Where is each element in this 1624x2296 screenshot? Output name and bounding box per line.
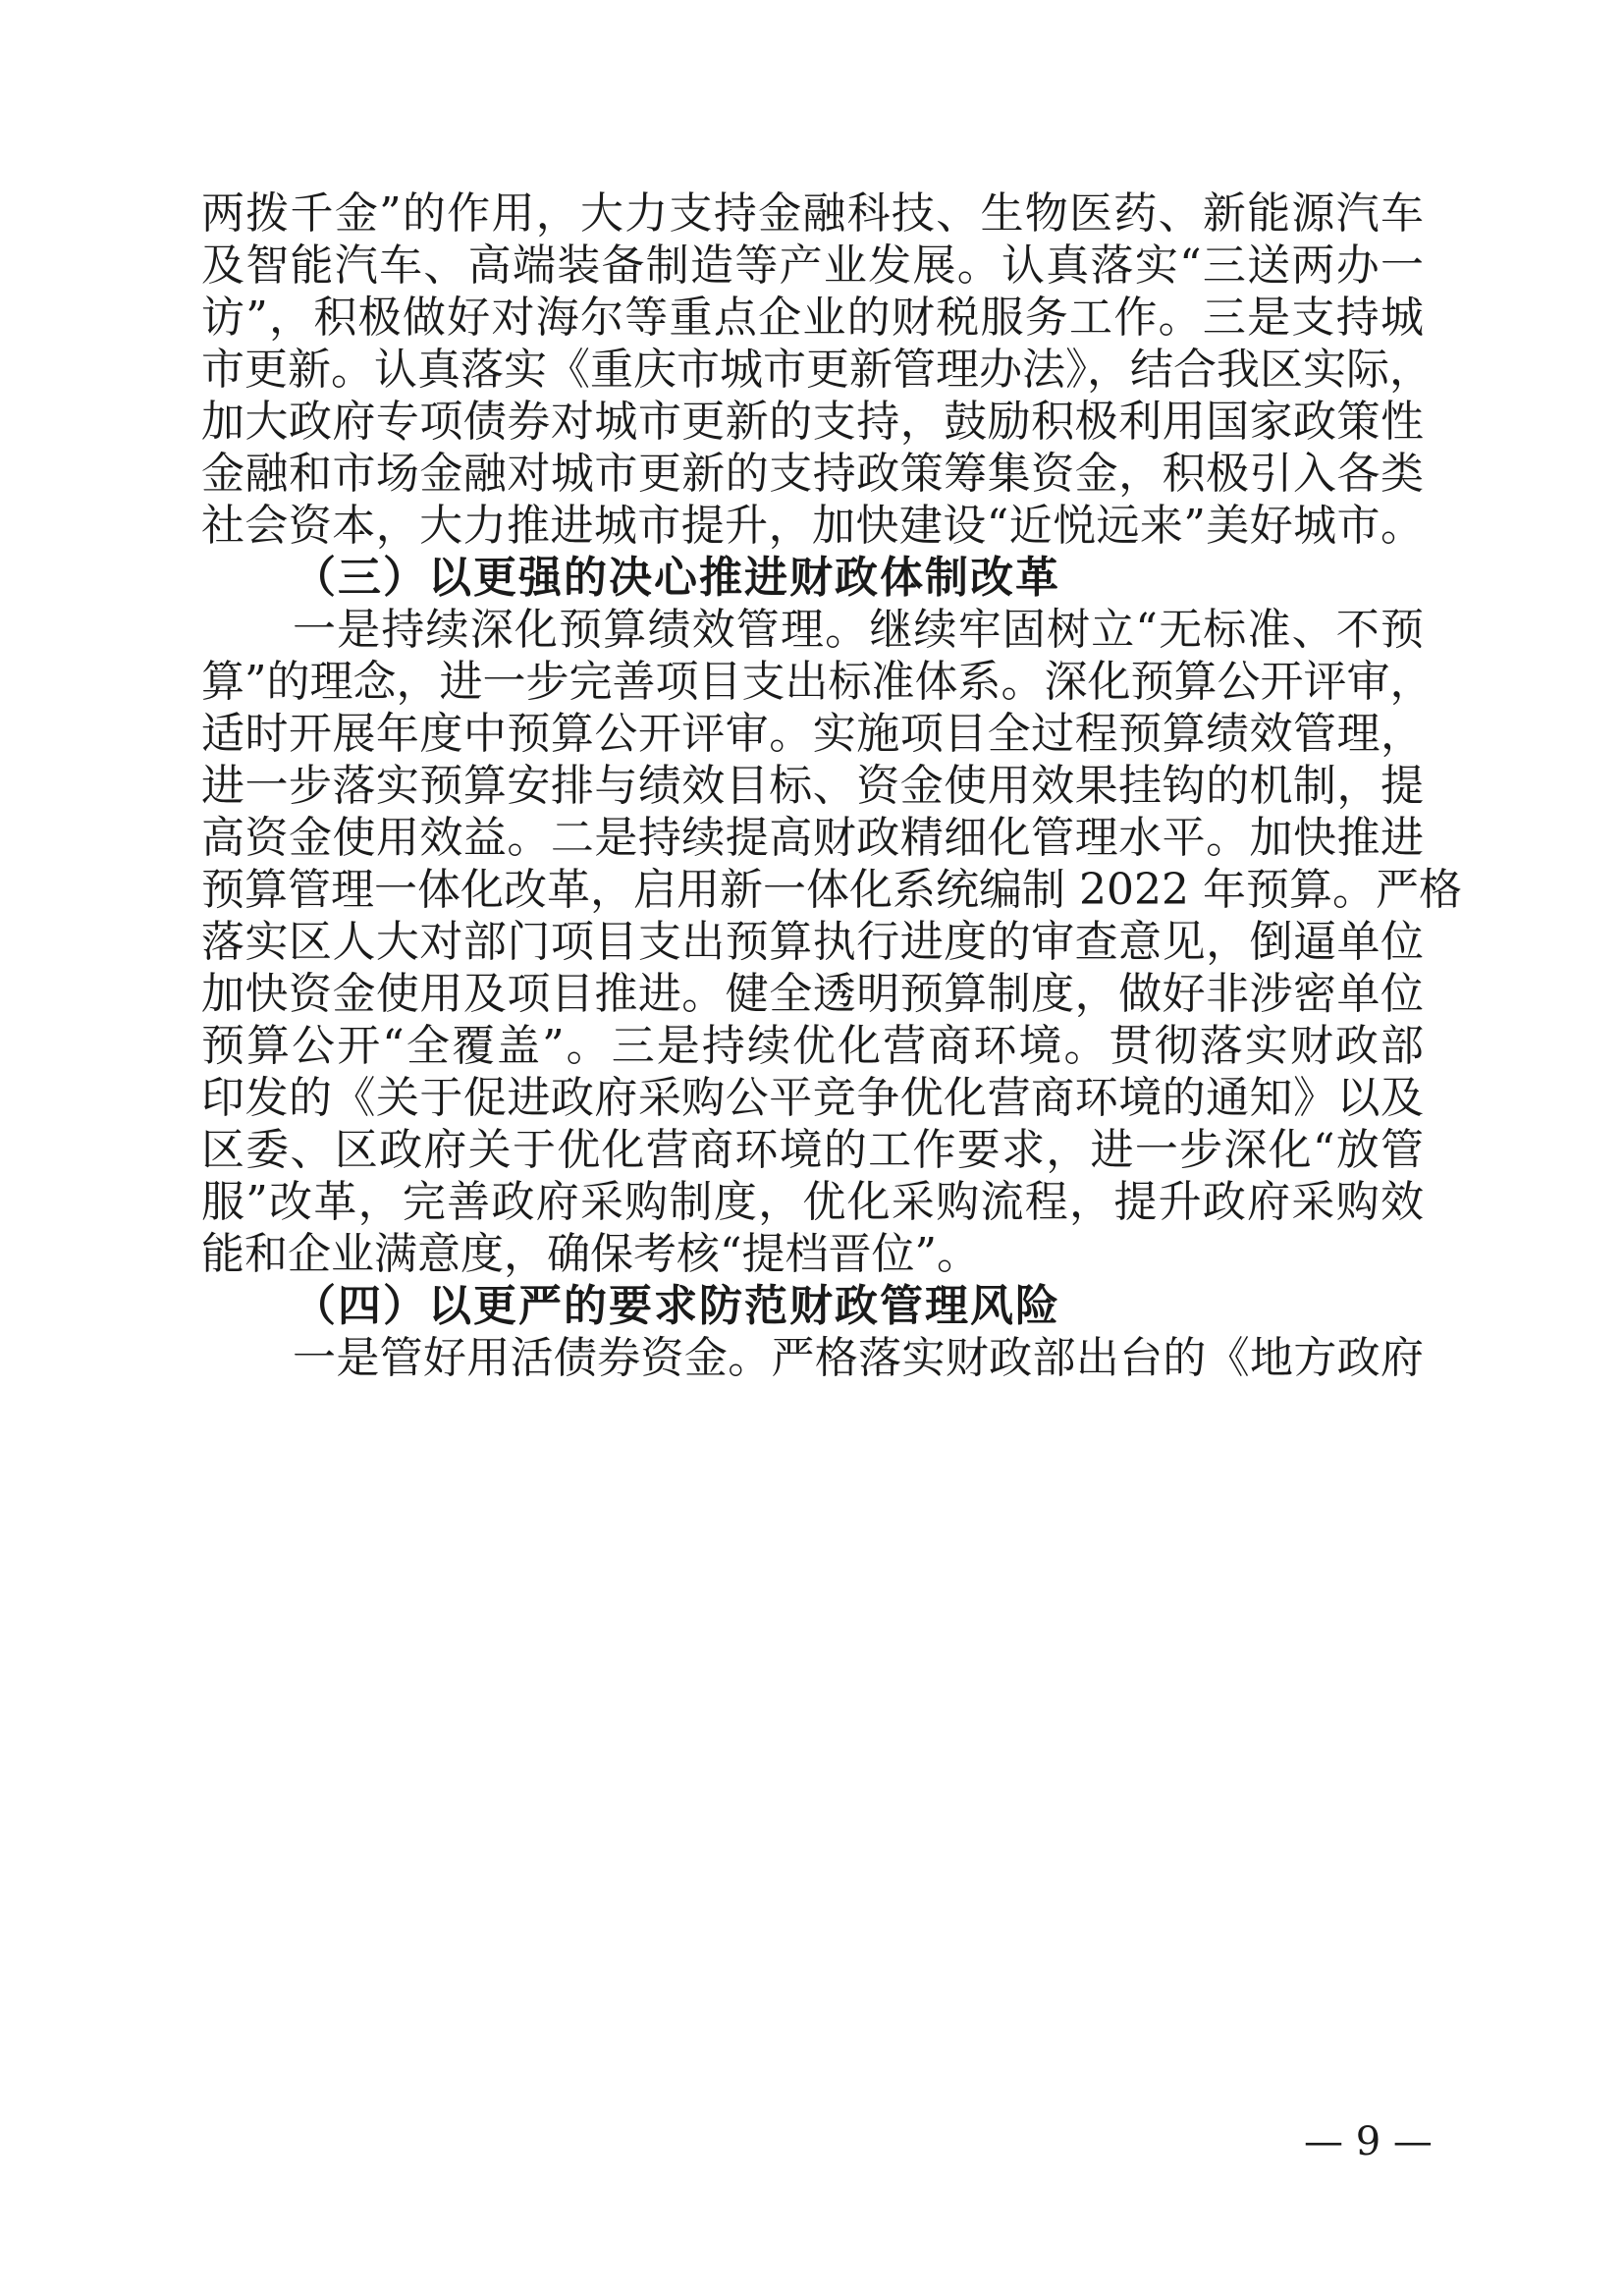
paragraph-first-line: 一是持续深化预算绩效管理。继续牢固树立“无标准、不预	[293, 605, 1424, 655]
text-line: 金融和市场金融对城市更新的支持政策筹集资金，积极引入各类	[201, 449, 1424, 499]
text-line: 两拨千金”的作用，大力支持金融科技、生物医药、新能源汽车	[201, 188, 1424, 239]
text-line: 区委、区政府关于优化营商环境的工作要求，进一步深化“放管	[201, 1125, 1424, 1175]
section-heading: （三）以更强的决心推进财政体制改革	[293, 553, 1060, 603]
text-line: 市更新。认真落实《重庆市城市更新管理办法》，结合我区实际，	[201, 345, 1433, 395]
text-line: 加快资金使用及项目推进。健全透明预算制度，做好非涉密单位	[201, 969, 1424, 1019]
page-number: — 9 —	[1304, 2119, 1433, 2164]
text-line: 能和企业满意度，确保考核“提档晋位”。	[201, 1229, 980, 1279]
text-line: 服”改革，完善政府采购制度，优化采购流程，提升政府采购效	[201, 1177, 1424, 1227]
text-line: 加大政府专项债券对城市更新的支持，鼓励积极利用国家政策性	[201, 397, 1424, 447]
text-line: 社会资本，大力推进城市提升，加快建设“近悦远来”美好城市。	[201, 501, 1424, 551]
text-line: 适时开展年度中预算公开评审。实施项目全过程预算绩效管理，	[201, 709, 1424, 759]
text-line: 落实区人大对部门项目支出预算执行进度的审查意见，倒逼单位	[201, 917, 1424, 967]
text-line: 算”的理念，进一步完善项目支出标准体系。深化预算公开评审，	[201, 657, 1434, 707]
text-line: 印发的《关于促进政府采购公平竞争优化营商环境的通知》以及	[201, 1073, 1424, 1123]
text-line: 进一步落实预算安排与绩效目标、资金使用效果挂钩的机制，提	[201, 761, 1424, 811]
text-line: 访”，积极做好对海尔等重点企业的财税服务工作。三是支持城	[201, 293, 1424, 343]
section-heading: （四）以更严的要求防范财政管理风险	[293, 1281, 1060, 1331]
text-line: 预算公开“全覆盖”。三是持续优化营商环境。贯彻落实财政部	[201, 1021, 1424, 1071]
paragraph-first-line: 一是管好用活债券资金。严格落实财政部出台的《地方政府	[293, 1333, 1424, 1383]
text-line: 预算管理一体化改革，启用新一体化系统编制 2022 年预算。严格	[201, 865, 1462, 915]
text-line: 及智能汽车、高端装备制造等产业发展。认真落实“三送两办一	[201, 240, 1424, 291]
text-line: 高资金使用效益。二是持续提高财政精细化管理水平。加快推进	[201, 813, 1424, 863]
